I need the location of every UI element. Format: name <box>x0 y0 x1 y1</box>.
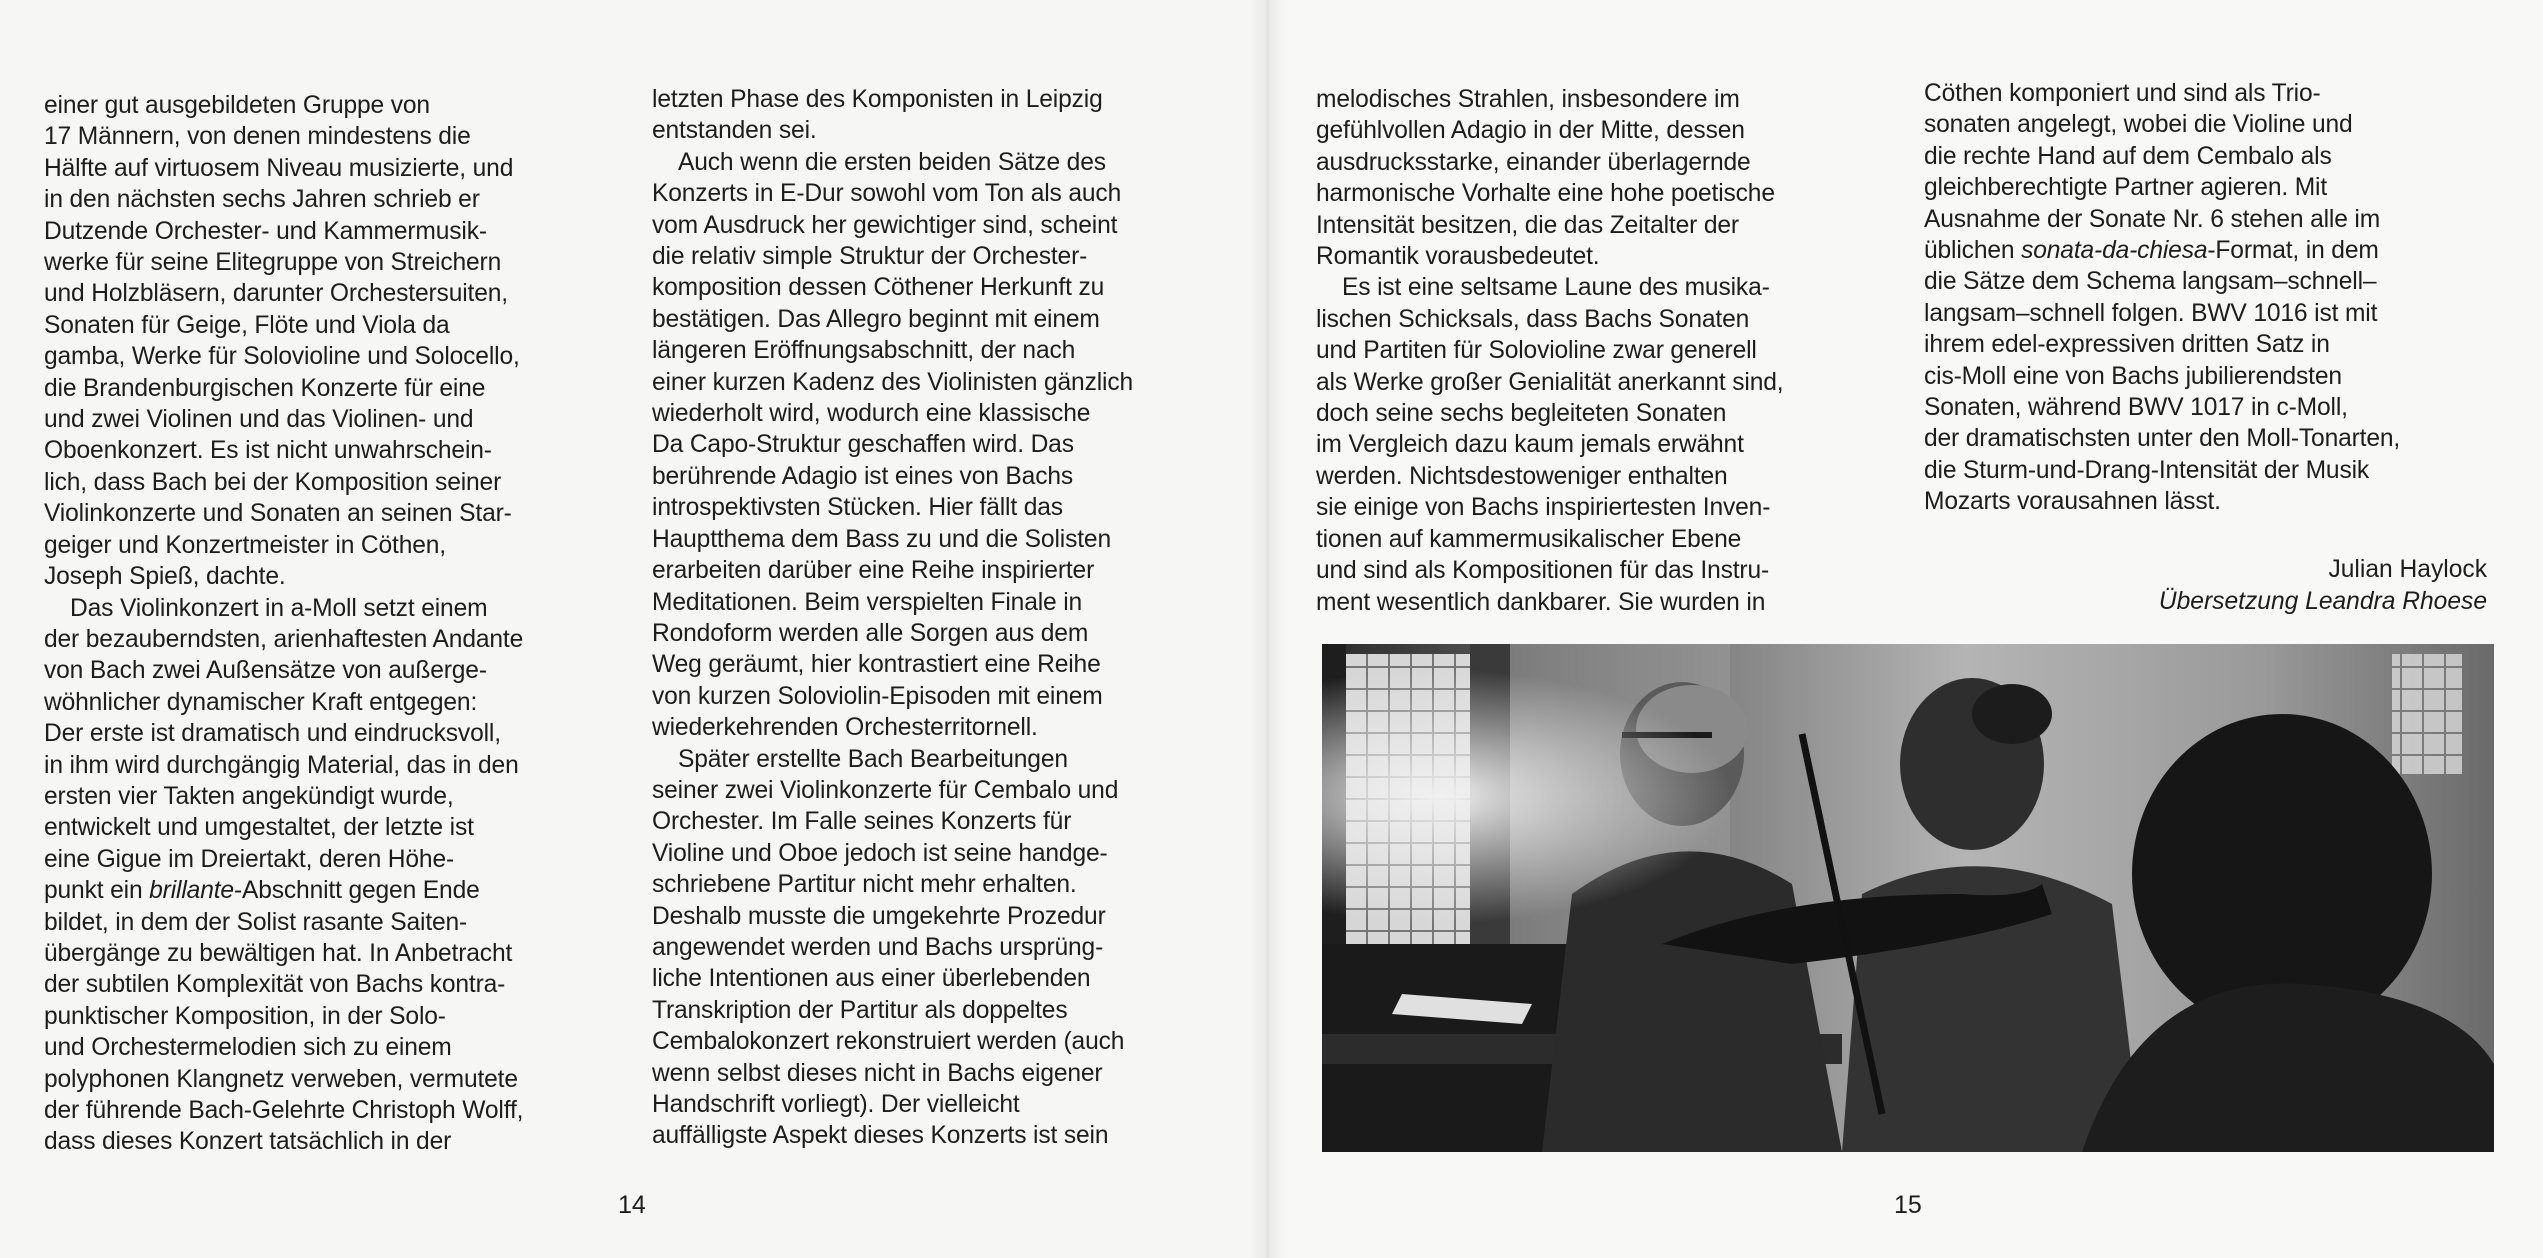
text-line: eine Gigue im Dreiertakt, deren Höhe- <box>44 845 455 873</box>
text-line: Später erstellte Bach Bearbeitungen <box>678 745 1068 773</box>
italic-term: sonata-da-chiesa <box>2021 237 2208 265</box>
text-line: Cembalokonzert rekonstruiert werden (auch <box>652 1028 1125 1056</box>
page-number-right: 15 <box>1894 1191 1922 1219</box>
text-line: Der erste ist dramatisch und eindrucksvoll, <box>44 720 501 748</box>
text-line: gamba, Werke für Solovioline und Solocello, <box>44 343 520 371</box>
text-line: letzten Phase des Komponisten in Leipzig <box>652 86 1103 113</box>
text-line: Intensität besitzen, die das Zeitalter der <box>1316 211 1739 239</box>
text-line: der bezauberndsten, arienhaftesten Andante <box>44 625 524 653</box>
text-line: wöhnlicher dynamischer Kraft entgegen: <box>44 688 478 716</box>
text-line: Es ist eine seltsame Laune des musika- <box>1342 274 1770 302</box>
text-line: Da Capo-Struktur geschaffen wird. Das <box>652 431 1074 459</box>
text-line: Weg geräumt, hier kontrastiert eine Reihe <box>652 651 1101 679</box>
text-line: Ausnahme der Sonate Nr. 6 stehen alle im <box>1924 205 2381 233</box>
text-line: ment wesentlich dankbarer. Sie wurden in <box>1316 588 1766 616</box>
text-line: werden. Nichtsdestoweniger enthalten <box>1316 462 1728 490</box>
text-line: die rechte Hand auf dem Cembalo als <box>1924 142 2332 170</box>
text-line: ersten vier Takten angekündigt wurde, <box>44 782 454 810</box>
text-line: angewendet werden und Bachs ursprüng- <box>652 933 1104 961</box>
author-credit: Julian Haylock <box>2328 556 2487 583</box>
text-line: gefühlvollen Adagio in der Mitte, dessen <box>1316 117 1745 145</box>
text-line: Mozarts vorausahnen lässt. <box>1924 488 2221 516</box>
text-line: lich, dass Bach bei der Komposition seiner <box>44 468 502 496</box>
text-line: der führende Bach-Gelehrte Christoph Wolff, <box>44 1097 524 1124</box>
book-spine <box>1248 0 1288 1258</box>
text-line: Cöthen komponiert und sind als Trio- <box>1924 80 2321 107</box>
text-line: werke für seine Elitegruppe von Streichern <box>44 249 502 277</box>
text-line: berührende Adagio ist eines von Bachs <box>652 462 1074 490</box>
text-line: seiner zwei Violinkonzerte für Cembalo und <box>652 776 1119 804</box>
text-line <box>1924 235 2489 266</box>
text-line: in ihm wird durchgängig Material, das in den <box>44 751 519 779</box>
text-line: ausdrucksstarke, einander überlagernde <box>1316 148 1751 176</box>
musicians-photo <box>1322 644 2494 1152</box>
text-line: Meditationen. Beim verspielten Finale in <box>652 588 1083 616</box>
text-line: langsam–schnell folgen. BWV 1016 ist mit <box>1924 299 2378 327</box>
text-line: liche Intentionen aus einer überlebenden <box>652 965 1091 993</box>
text-line: erarbeiten darüber eine Reihe inspirierter <box>652 557 1095 585</box>
text-line: von kurzen Soloviolin-Episoden mit einem <box>652 682 1103 710</box>
text-line: sonaten angelegt, wobei die Violine und <box>1924 111 2353 139</box>
text-run: -Abschnitt gegen Ende <box>233 877 480 905</box>
text-line: schriebene Partitur nicht mehr erhalten. <box>652 871 1077 899</box>
text-line: Transkription der Partitur als doppeltes <box>652 996 1068 1024</box>
text-line: tionen auf kammermusikalischer Ebene <box>1316 525 1742 553</box>
text-line: Deshalb musste die umgekehrte Prozedur <box>652 902 1106 930</box>
text-line: Sonaten, während BWV 1017 in c-Moll, <box>1924 394 2348 422</box>
text-line: Orchester. Im Falle seines Konzerts für <box>652 808 1072 836</box>
text-line: Sonaten für Geige, Flöte und Viola da <box>44 311 450 339</box>
text-line: und Partiten für Solovioline zwar generell <box>1316 337 1757 365</box>
text-line: Das Violinkonzert in a-Moll setzt einem <box>70 594 488 622</box>
text-line: der subtilen Komplexität von Bachs kontra- <box>44 971 506 999</box>
text-run: punkt ein <box>44 877 150 905</box>
text-line: melodisches Strahlen, insbesondere im <box>1316 86 1740 113</box>
text-line: Rondoform werden alle Sorgen aus dem <box>652 619 1089 647</box>
text-line: in den nächsten sechs Jahren schrieb er <box>44 186 480 214</box>
text-line <box>44 875 614 906</box>
text-line: punktischer Komposition, in der Solo- <box>44 1002 446 1030</box>
text-line: einer gut ausgebildeten Gruppe von <box>44 92 430 119</box>
text-line: im Vergleich dazu kaum jemals erwähnt <box>1316 431 1744 459</box>
text-run: -Format, in dem <box>2207 237 2379 265</box>
text-line: Auch wenn die ersten beiden Sätze des <box>678 148 1106 176</box>
text-line: einer kurzen Kadenz des Violinisten gänzlich <box>652 368 1134 396</box>
text-line: auffälligste Aspekt dieses Konzerts ist sein <box>652 1122 1109 1150</box>
text-line: dass dieses Konzert tatsächlich in der <box>44 1128 452 1156</box>
italic-term: brillante <box>149 877 234 905</box>
text-line: als Werke großer Genialität anerkannt sind, <box>1316 368 1784 396</box>
text-line: entwickelt und umgestaltet, der letzte ist <box>44 814 474 842</box>
text-line: Romantik vorausbedeutet. <box>1316 243 1600 271</box>
text-line: vom Ausdruck her gewichtiger sind, scheint <box>652 211 1118 239</box>
text-line: die relativ simple Struktur der Orchester- <box>652 243 1088 271</box>
text-line: doch seine sechs begleiteten Sonaten <box>1316 400 1727 428</box>
text-line: ihrem edel-expressiven dritten Satz in <box>1924 331 2330 359</box>
text-line: Joseph Spieß, dachte. <box>44 563 286 591</box>
text-line: harmonische Vorhalte eine hohe poetische <box>1316 180 1775 208</box>
text-line: die Brandenburgischen Konzerte für eine <box>44 374 486 402</box>
text-line: bildet, in dem der Solist rasante Saiten- <box>44 908 468 936</box>
text-line: Violinkonzerte und Sonaten an seinen Star- <box>44 500 512 528</box>
text-line: übergänge zu bewältigen hat. In Anbetracht <box>44 939 513 967</box>
text-line: wenn selbst dieses nicht in Bachs eigener <box>652 1059 1103 1087</box>
text-line: cis-Moll eine von Bachs jubilierendsten <box>1924 362 2342 390</box>
text-line: Oboenkonzert. Es ist nicht unwahrschein- <box>44 437 492 465</box>
text-line: gleichberechtigte Partner agieren. Mit <box>1924 174 2328 202</box>
text-line: und zwei Violinen und das Violinen- und <box>44 406 474 434</box>
text-line: Hälfte auf virtuosem Niveau musizierte, und <box>44 154 514 182</box>
text-line: die Sturm-und-Drang-Intensität der Musik <box>1924 456 2370 484</box>
text-line: längeren Eröffnungsabschnitt, der nach <box>652 337 1076 365</box>
text-column-1 <box>44 90 614 1158</box>
text-line: und sind als Kompositionen für das Instru- <box>1316 557 1770 585</box>
text-line: von Bach zwei Außensätze von außerge- <box>44 657 487 685</box>
text-line: komposition dessen Cöthener Herkunft zu <box>652 274 1105 302</box>
text-line: wiederholt wird, wodurch eine klassische <box>652 400 1091 428</box>
text-line: introspektivsten Stücken. Hier fällt das <box>652 494 1063 522</box>
text-line: polyphonen Klangnetz verweben, vermutete <box>44 1065 518 1093</box>
text-line: Dutzende Orchester- und Kammermusik- <box>44 217 487 245</box>
text-column-4 <box>1924 78 2489 518</box>
text-line: sie einige von Bachs inspiriertesten Inven- <box>1316 494 1771 522</box>
text-line: bestätigen. Das Allegro beginnt mit einem <box>652 305 1100 333</box>
text-run: üblichen <box>1924 237 2022 265</box>
text-line: der dramatischsten unter den Moll-Tonarten, <box>1924 425 2401 453</box>
text-line: wiederkehrenden Orchesterritornell. <box>652 714 1038 742</box>
text-line: Handschrift vorliegt). Der vielleicht <box>652 1091 1020 1118</box>
text-column-2 <box>652 84 1232 1152</box>
text-line: lischen Schicksals, dass Bachs Sonaten <box>1316 305 1750 333</box>
text-line: Violine und Oboe jedoch ist seine handge- <box>652 839 1108 867</box>
text-line: entstanden sei. <box>652 117 817 145</box>
text-line: die Sätze dem Schema langsam–schnell– <box>1924 268 2377 296</box>
text-line: und Holzbläsern, darunter Orchestersuiten, <box>44 280 508 308</box>
page-number-left: 14 <box>618 1191 646 1219</box>
text-line: Hauptthema dem Bass zu und die Solisten <box>652 525 1111 553</box>
text-column-3 <box>1316 84 1876 618</box>
text-line: geiger und Konzertmeister in Cöthen, <box>44 531 446 559</box>
text-line: Konzerts in E-Dur sowohl vom Ton als auch <box>652 180 1122 208</box>
text-line: und Orchestermelodien sich zu einem <box>44 1034 452 1062</box>
translator-credit: Übersetzung Leandra Rhoese <box>2158 588 2487 615</box>
text-line: 17 Männern, von denen mindestens die <box>44 123 471 151</box>
